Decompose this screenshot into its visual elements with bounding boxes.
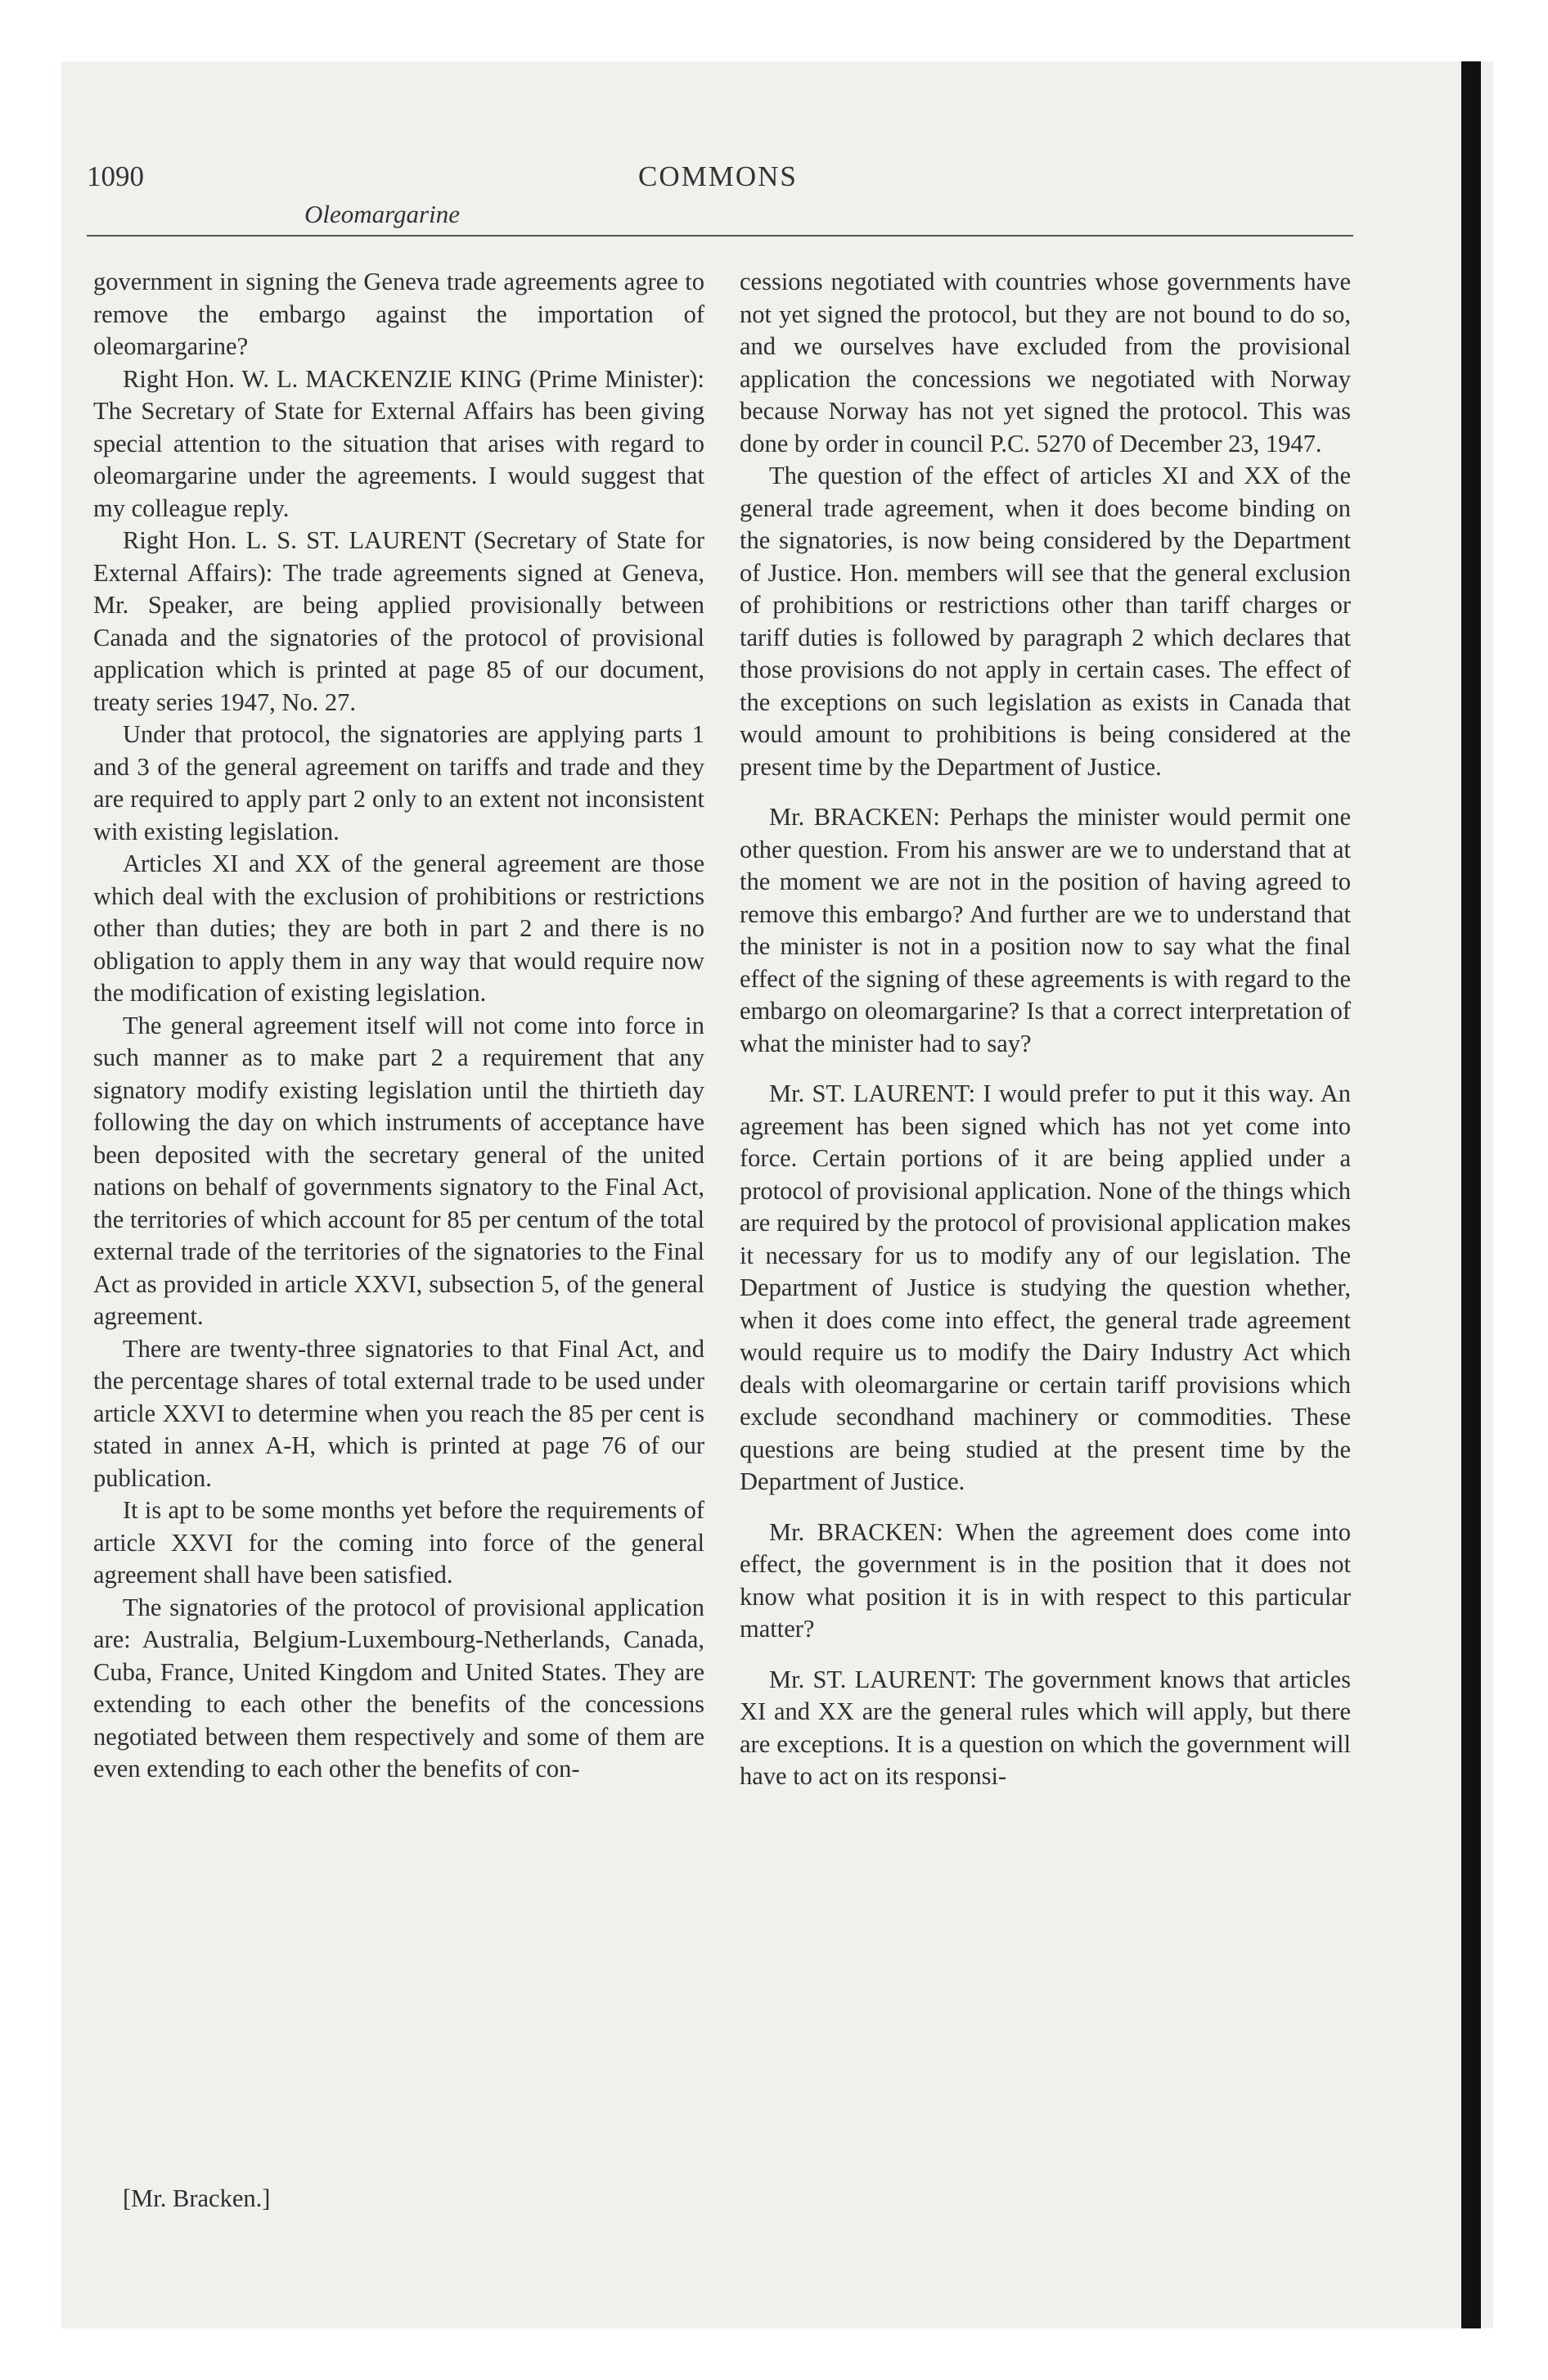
paragraph: The signatories of the protocol of provisional application are: Australia, Belgium-Luxembourg-Netherlands, Canada, Cuba, France, United Kingdom and United States. They are extending to each other the benefits of the concessions negotiated between them respectively and some of them are even extending to each other the benefits of con- [93,1593,704,1783]
paragraph: It is apt to be some months yet before the requirements of article XXVI for the coming into force of the general agreement shall have been satisfied. [93,1496,704,1589]
right-column [740,266,1351,1793]
page-number: 1090 [87,160,144,192]
subject-heading: Oleomargarine [304,200,460,228]
chamber-title: COMMONS [638,160,798,192]
paragraph: Under that protocol, the signatories are applying parts 1 and 3 of the general agreement on tariffs and trade and they are required to apply part 2 only to an extent not inconsistent with existing legislation. [93,720,704,845]
paragraph: Articles XI and XX of the general agreement are those which deal with the exclusion of prohibitions or restrictions other than duties; they are both in part 2 and there is no obligation to apply them in any way that would require now the modification of existing legislation. [93,850,704,1007]
paragraph: government in signing the Geneva trade agreements agree to remove the embargo against the importation of oleomargarine? [93,268,704,360]
paragraph: The question of the effect of articles XI and XX of the general trade agreement, when it does become binding on the signatories, is now being considered by the Department of Justice. Hon. members will see that the general exclusion of prohibitions or restrictions other than tariff charges or tariff duties is followed by paragraph 2 which declares that those provisions do not apply in certain cases. The effect of the exceptions on such legislation as exists in Canada that would amount to prohibitions is being considered at the present time by the Department of Justice. [740,462,1351,781]
speaker-footer-note: [Mr. Bracken.] [123,2184,271,2212]
left-column [93,266,704,1786]
paragraph: Right Hon. L. S. ST. LAURENT (Secretary of State for External Affairs): The trade agreements signed at Geneva, Mr. Speaker, are being applied provisionally between Canada and the signatories of the protocol of provisional application which is printed at page 85 of our document, treaty series 1947, No. 27. [93,526,704,716]
scan-edge-bar [1461,61,1481,2328]
paragraph: There are twenty-three signatories to that Final Act, and the percentage shares of total external trade to be used under article XXVI to determine when you reach the 85 per cent is stated in annex A-H, which is printed at page 76 of our publication. [93,1334,704,1492]
paragraph: The general agreement itself will not come into force in such manner as to make part 2 a requirement that any signatory modify existing legislation until the thirtieth day following the day on which instruments of acceptance have been deposited with the secretary general of the united nations on behalf of governments signatory to the Final Act, the territories of which account for 85 per centum of the total external trade of the territories of the signatories to the Final Act as provided in article XXVI, subsection 5, of the general agreement. [93,1011,704,1330]
page-header [0,160,1548,226]
paragraph: Mr. BRACKEN: When the agreement does come into effect, the government is in the position that it does not know what position it is in with respect to this particular matter? [740,1517,1351,1643]
paragraph: Mr. BRACKEN: Perhaps the minister would permit one other question. From his answer are we to understand that at the moment we are not in the position of having agreed to remove this embargo? And further are we to understand that the minister is not in a position now to say what the final effect of the signing of these agreements is with regard to the embargo on oleomargarine? Is that a correct interpretation of what the minister had to say? [740,803,1351,1057]
header-rule [87,235,1353,237]
paragraph: cessions negotiated with countries whose governments have not yet signed the protocol, but they are not bound to do so, and we ourselves have excluded from the provisional application the concessions we negotiated with Norway because Norway has not yet signed the protocol. This was done by order in council P.C. 5270 of December 23, 1947. [740,268,1351,458]
paragraph: Mr. ST. LAURENT: I would prefer to put it this way. An agreement has been signed which has not yet come into force. Certain portions of it are being applied under a protocol of provisional application. None of the things which are required by the protocol of provisional application makes it necessary for us to modify any of our legislation. The Department of Justice is studying the question whether, when it does come into effect, the general trade agreement would require us to modify the Dairy Industry Act which deals with oleomargarine or certain tariff provisions which exclude secondhand machinery or commodities. These questions are being studied at the present time by the Department of Justice. [740,1080,1351,1495]
paragraph: Mr. ST. LAURENT: The government knows that articles XI and XX are the general rules which will apply, but there are exceptions. It is a question on which the government will have to act on its responsi- [740,1665,1351,1790]
paragraph: Right Hon. W. L. MACKENZIE KING (Prime Minister): The Secretary of State for External Affairs has been giving special attention to the situation that arises with regard to oleomargarine under the agreements. I would suggest that my colleague reply. [93,364,704,522]
